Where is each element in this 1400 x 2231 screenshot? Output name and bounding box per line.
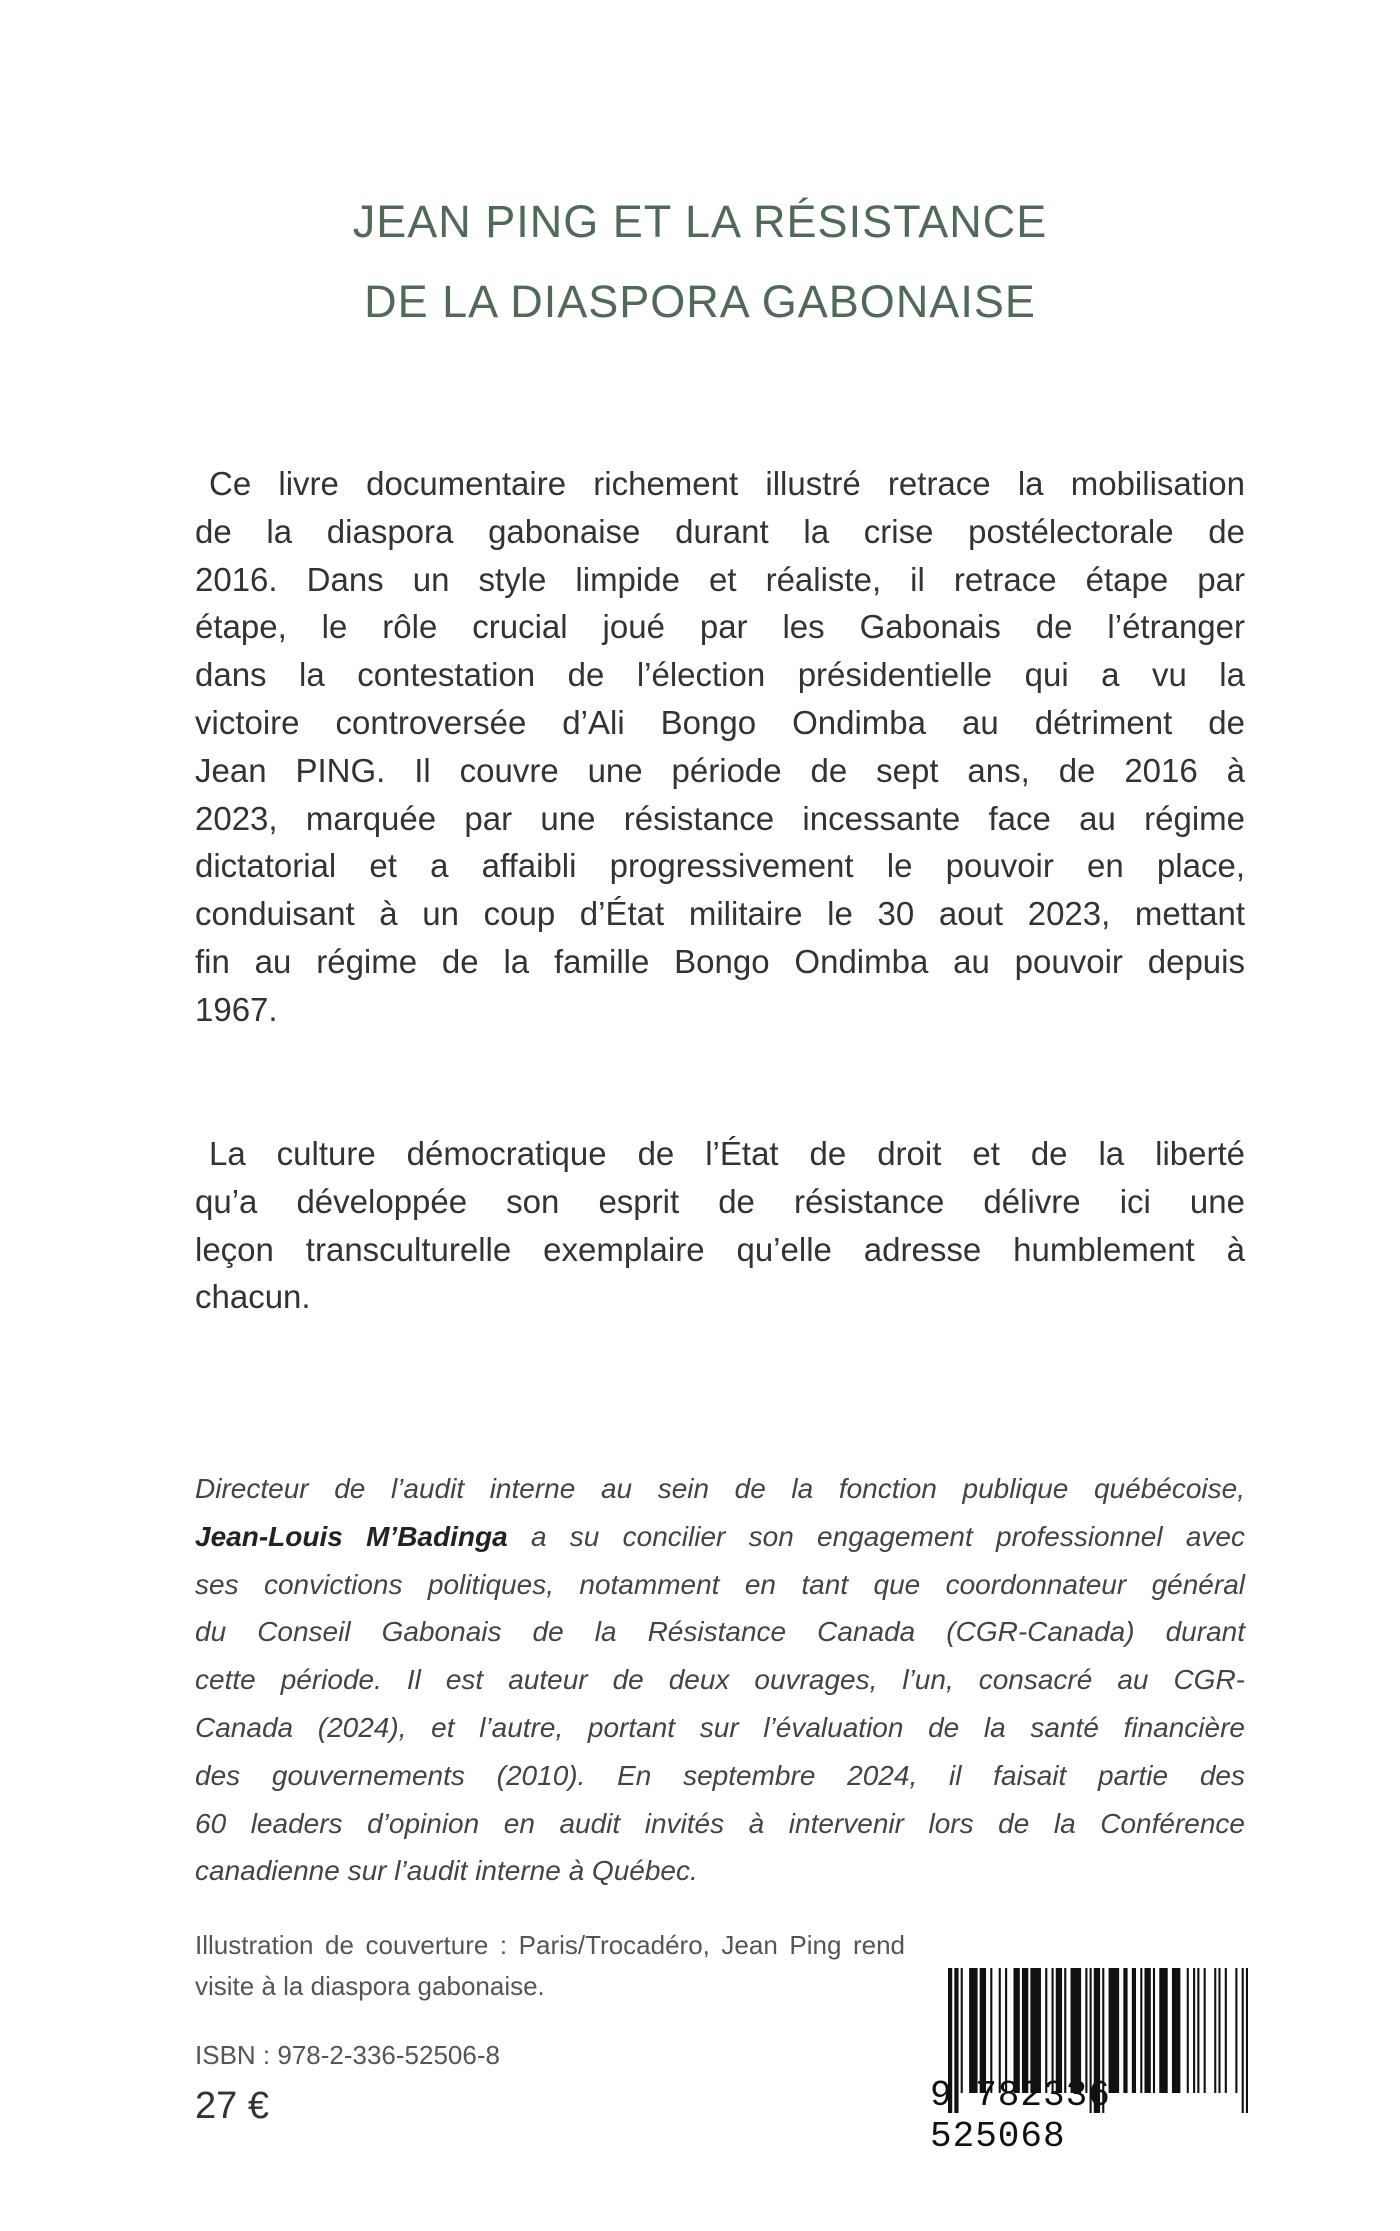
text-line: 2016. Dans un style limpide et réaliste, il retrace étape par [195, 560, 1245, 598]
text-line: dictatorial et a affaibli progressivement le pouvoir en place, [195, 847, 1245, 885]
text-line: 60 leaders d’opinion en audit invités à intervenir lors de la Conférence [195, 1807, 1245, 1839]
text-line: ses convictions politiques, notamment en tant que coordonnateur général [195, 1568, 1245, 1600]
text-line: Jean PING. Il couvre une période de sept ans, de 2016 à [195, 751, 1245, 789]
author-bio [195, 1465, 1245, 1895]
text-line: canadienne sur l’audit interne à Québec. [195, 1855, 698, 1887]
text-line: dans la contestation de l’élection présidentielle qui a vu la [195, 656, 1245, 694]
text-line: cette période. Il est auteur de deux ouvrages, l’un, consacré au CGR- [195, 1664, 1245, 1696]
isbn: ISBN : 978-2-336-52506-8 [195, 2040, 500, 2070]
book-title [0, 182, 1400, 342]
illustration-credit [195, 1925, 905, 2007]
title-line-2: DE LA DIASPORA GABONAISE [364, 276, 1036, 327]
text-line: Canada (2024), et l’autre, portant sur l’évaluation de la santé financière [195, 1711, 1245, 1743]
bio-line-rest: a su concilier son engagement professionnel avec [507, 1520, 1245, 1552]
text-line: leçon transculturelle exemplaire qu’elle adresse humblement à [195, 1230, 1245, 1268]
text-line: Illustration de couverture : Paris/Trocadéro, Jean Ping rend [195, 1930, 905, 1960]
author-name: Jean-Louis M’Badinga [195, 1520, 508, 1552]
text-line: chacun. [195, 1278, 311, 1316]
text-line: fin au régime de la famille Bongo Ondimba au pouvoir depuis [195, 942, 1245, 980]
text-line: des gouvernements (2010). En septembre 2024, il faisait partie des [195, 1759, 1245, 1791]
title-line-1: JEAN PING ET LA RÉSISTANCE [352, 196, 1048, 247]
text-line: étape, le rôle crucial joué par les Gabonais de l’étranger [195, 608, 1245, 646]
text-line: du Conseil Gabonais de la Résistance Canada (CGR-Canada) durant [195, 1616, 1245, 1648]
summary-paragraph-1 [195, 460, 1245, 1034]
text-line: conduisant à un coup d’État militaire le 30 aout 2023, mettant [195, 895, 1245, 933]
text-line: visite à la diaspora gabonaise. [195, 1971, 545, 2001]
bio-line [195, 1513, 1245, 1561]
text-line: de la diaspora gabonaise durant la crise postélectorale de [195, 512, 1245, 550]
text-line: 2023, marquée par une résistance incessante face au régime [195, 799, 1245, 837]
summary-paragraph-2 [195, 1130, 1245, 1321]
text-line: La culture démocratique de l’État de droit et de la liberté [209, 1135, 1245, 1172]
text-line: victoire controversée d’Ali Bongo Ondimba au détriment de [195, 703, 1245, 741]
price: 27 € [195, 2085, 269, 2127]
text-line: qu’a développée son esprit de résistance délivre ici une [195, 1182, 1245, 1220]
text-line: Ce livre documentaire richement illustré retrace la mobilisation [209, 465, 1245, 502]
bio-line: Directeur de l’audit interne au sein de la fonction publique québécoise, [195, 1473, 1245, 1504]
text-line: 1967. [195, 990, 278, 1028]
barcode-digits: 9 782336 525068 [930, 2075, 1111, 2157]
